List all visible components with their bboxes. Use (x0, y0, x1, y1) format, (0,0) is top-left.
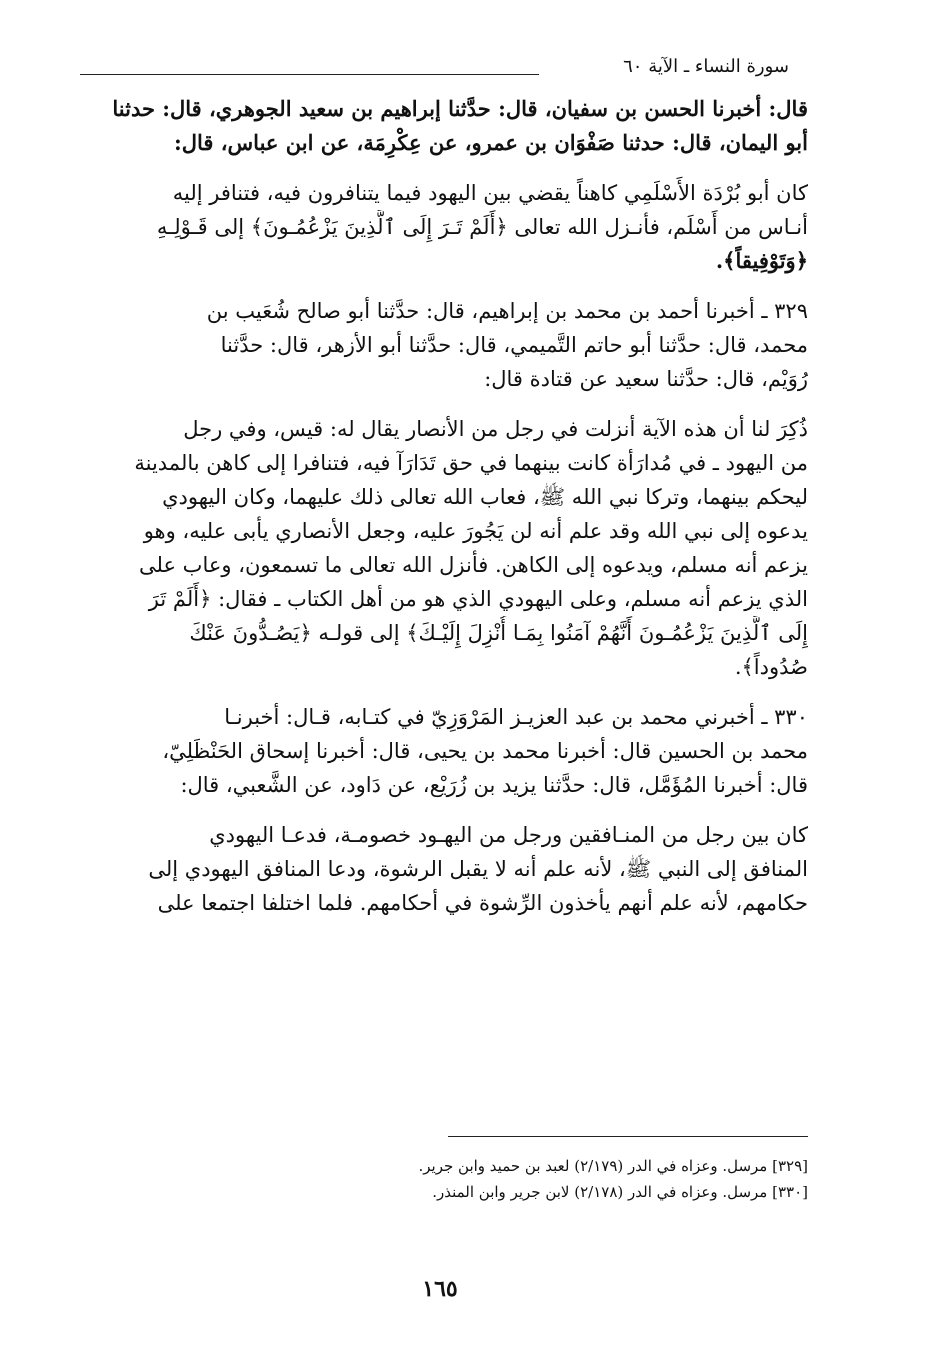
text-line: إِلَى ٱلَّذِينَ يَزْعُمُـونَ أَنَّهُمْ آمَنُوا بِمَـا أُنْزِلَ إِلَيْـكَ﴾ إلى قولـه ﴿يَصُـدُّونَ عَنْكَ (189, 621, 808, 645)
running-header (80, 56, 789, 86)
text-line: ٣٣٠ ـ أخبرني محمد بن عبد العزيـز المَرْوَزِيّ في كتـابه، قـال: أخبرنـا (224, 705, 808, 729)
text-line: أبو اليمان، قال: حدثنا صَفْوَان بن عمرو، عن عِكْرِمَة، عن ابن عباس، قال: (174, 130, 808, 155)
text-330 (104, 818, 808, 920)
isnad-intro (104, 92, 808, 160)
page-number: ١٦٥ (422, 1276, 458, 1302)
header-title: سورة النساء ـ الآية ٦٠ (623, 56, 789, 77)
text-line: قال: أخبرنا الحسن بن سفيان، قال: حدَّثنا إبراهيم بن سعيد الجوهري، قال: حدثنا (112, 96, 808, 121)
footnote-329: [٣٢٩] مرسل. وعزاه في الدر (٢/١٧٩) لعبد بن حميد وابن جرير. (418, 1157, 808, 1175)
text-intro (104, 176, 808, 278)
text-line: ﴿وَتَوْفِيقاً﴾. (715, 248, 808, 273)
text-line: أنـاس من أَسْلَم، فأنـزل الله تعالى ﴿أَلَمْ تَـرَ إِلَى ٱلَّذِينَ يَزْعُمُـونَ﴾ إلى قَـوْلِـهِ (156, 215, 808, 239)
page-body (104, 92, 808, 920)
text-line: محمد بن الحسين قال: أخبرنا محمد بن يحيى، قال: أخبرنا إسحاق الحَنْظَلِيّ، (162, 739, 808, 763)
isnad-330 (104, 700, 808, 802)
isnad-329 (104, 294, 808, 396)
text-line: ليحكم بينهما، وتركا نبي الله ﷺ، فعاب الله تعالى ذلك عليهما، وكان اليهودي (162, 485, 808, 509)
text-line: كان أبو بُرْدَة الأَسْلَمِي كاهناً يقضي بين اليهود فيما يتنافرون فيه، فتنافر إليه (172, 181, 808, 205)
text-line: يدعوه إلى نبي الله وقد علم أنه لن يَجُورَ عليه، وجعل الأنصاري يأبى عليه، وهو (143, 519, 808, 543)
text-line: ٣٢٩ ـ أخبرنا أحمد بن محمد بن إبراهيم، قال: حدَّثنا أبو صالح شُعَيب بن (206, 299, 808, 323)
text-line: من اليهود ـ في مُدارَأة كانت بينهما في حق تَدَارَآ فيه، فتنافرا إلى كاهن بالمدينة (134, 451, 808, 475)
footnotes (248, 1153, 808, 1205)
text-line: رُوَيْم، قال: حدَّثنا سعيد عن قتادة قال: (484, 367, 808, 391)
footnote-330: [٣٣٠] مرسل. وعزاه في الدر (٢/١٧٨) لابن جرير وابن المنذر. (432, 1183, 808, 1201)
text-line: ذُكِرَ لنا أن هذه الآية أنزلت في رجل من الأنصار يقال له: قيس، وفي رجل (183, 417, 808, 441)
text-line: كان بين رجل من المنـافقين ورجل من اليهـود خصومـة، فدعـا اليهودي (209, 823, 808, 847)
footnote-rule (448, 1136, 808, 1137)
text-line: حكامهم، لأنه علم أنهم يأخذون الرِّشوة في أحكامهم. فلما اختلفا اجتمعا على (157, 891, 808, 915)
text-line: يزعم أنه مسلم، ويدعوه إلى الكاهن. فأنزل الله تعالى ما تسمعون، وعاب على (139, 553, 808, 577)
text-line: المنافق إلى النبي ﷺ، لأنه علم أنه لا يقبل الرشوة، ودعا المنافق اليهودي إلى (148, 857, 808, 881)
text-329 (104, 412, 808, 684)
header-rule (80, 74, 539, 75)
text-line: الذي يزعم أنه مسلم، وعلى اليهودي الذي هو من أهل الكتاب ـ فقال: ﴿أَلَمْ تَرَ (148, 587, 808, 611)
text-line: قال: أخبرنا المُؤَمَّل، قال: حدَّثنا يزيد بن زُرَيْع، عن دَاود، عن الشَّعبي، قال: (180, 773, 808, 797)
text-line: صُدُوداً﴾. (734, 655, 808, 679)
text-line: محمد، قال: حدَّثنا أبو حاتم التَّميمي، قال: حدَّثنا أبو الأزهر، قال: حدَّثنا (220, 333, 808, 357)
